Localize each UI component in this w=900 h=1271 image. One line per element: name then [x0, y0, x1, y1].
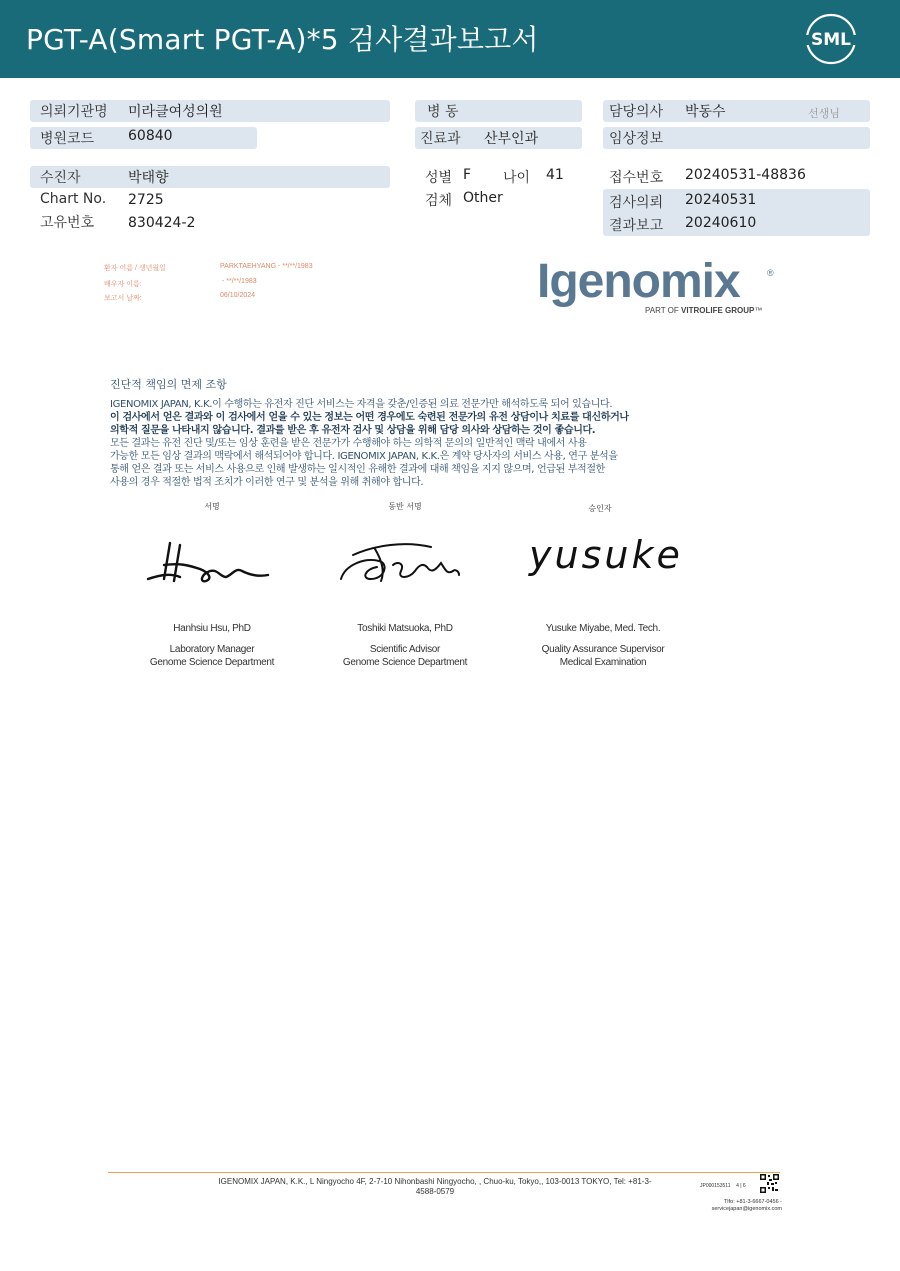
hospital-code-value: 60840: [128, 128, 173, 144]
doctor-suffix: 선생님: [808, 107, 840, 120]
patient-name-label: 환자 이름 / 생년월일: [104, 265, 166, 272]
receipt-label: 접수번호: [609, 170, 664, 186]
disclaimer-line: 가능한 모든 임상 결과의 맥락에서 해석되어야 합니다. IGENOMIX JAPAN, K.K.은 계약 당사자의 서비스 사용, 연구 분석을: [110, 451, 618, 462]
vitrolife-tagline: PART OF VITROLIFE GROUP™: [645, 306, 763, 315]
patient-value: 박태향: [128, 170, 169, 186]
co-signer-name: Toshiki Matsuoka, PhD: [357, 623, 453, 634]
ward-label: 병 동: [427, 104, 459, 120]
report-date-value: 20240610: [685, 215, 757, 231]
disclaimer-line: IGENOMIX JAPAN, K.K.이 수행하는 유전자 진단 서비스는 자격을 갖춘/인증된 의료 전문가만 해석하도록 되어 있습니다.: [110, 399, 613, 410]
approver-name: Yusuke Miyabe, Med. Tech.: [545, 623, 661, 634]
patient-label: 수진자: [40, 170, 81, 186]
report-date-small-label: 보고서 날짜:: [104, 295, 142, 302]
sml-logo-text: SML: [811, 30, 851, 50]
igenomix-wordmark: Igenomix: [537, 255, 740, 308]
report-header: [0, 0, 900, 78]
footer-contact: TIfo: +81-3-6667-0456 - servicejapan@igenomix.com: [711, 1199, 782, 1212]
report-date-small-value: 06/10/2024: [220, 292, 256, 299]
specimen-value: Other: [463, 190, 503, 206]
department-label: 진료과: [420, 131, 461, 147]
doctor-value: 박동수: [685, 104, 726, 120]
disclaimer-line: 의학적 질문을 나타내지 않습니다. 결과를 받은 후 유전자 검사 및 상담을 위해 담당 의사와 상담하는 것이 좋습니다.: [110, 425, 596, 436]
receipt-value: 20240531-48836: [685, 167, 806, 183]
patient-name-value: PARKTAEHYANG - **/**/1983: [220, 263, 313, 270]
spouse-value: - **/**/1983: [222, 278, 257, 285]
igenomix-logo: [537, 255, 774, 315]
sml-logo-icon: [802, 12, 860, 66]
disclaimer-line: 이 검사에서 얻은 결과와 이 검사에서 얻을 수 있는 정보는 어떤 경우에도 숙련된 전문가의 유전 상담이나 치료를 대신하거나: [110, 412, 629, 423]
clinical-label: 임상정보: [609, 131, 664, 147]
footer-divider: [108, 1172, 780, 1173]
approver-caption: 승인자: [588, 504, 612, 513]
disclaimer-line: 사용의 경우 적절한 법적 조치가 이러한 연구 및 분석을 위해 취해야 합니다.: [110, 477, 424, 488]
age-value: 41: [546, 167, 564, 183]
registered-mark: ®: [767, 268, 774, 278]
svg-text:yusuke: yusuke: [529, 533, 683, 577]
disclaimer-line: 통해 얻은 결과 또는 서비스 사용으로 인해 발생하는 일시적인 유해한 결과에 대해 책임을 지지 않으며, 언급된 부적절한: [110, 464, 605, 475]
request-date-label: 검사의뢰: [609, 195, 664, 211]
hsu-signature-icon: [140, 535, 280, 590]
miyabe-signature-icon: [525, 520, 695, 595]
signer-name: Hanhsiu Hsu, PhD: [173, 623, 251, 634]
matsuoka-signature-icon: [335, 535, 475, 590]
approver-role: Quality Assurance Supervisor Medical Examination: [541, 644, 665, 668]
signer-role: Laboratory Manager Genome Science Department: [149, 644, 275, 668]
age-label: 나이: [503, 170, 531, 186]
doctor-label: 담당의사: [609, 104, 664, 120]
department-value: 산부인과: [484, 131, 539, 147]
co-signer-role: Scientific Advisor Genome Science Department: [342, 644, 468, 668]
patient-row: [30, 166, 390, 188]
signature-caption: 서명: [204, 502, 220, 511]
unique-id-value: 830424-2: [128, 215, 196, 231]
report-title: PGT-A(Smart PGT-A)*5 검사결과보고서: [26, 23, 539, 56]
report-date-label: 결과보고: [609, 218, 664, 234]
unique-id-label: 고유번호: [40, 215, 95, 231]
institution-value: 미라클여성의원: [128, 104, 223, 120]
spouse-label: 배우자 이름:: [104, 281, 142, 288]
chart-no-value: 2725: [128, 192, 164, 208]
institution-label: 의뢰기관명: [40, 104, 108, 120]
specimen-label: 검체: [425, 193, 453, 209]
disclaimer-line: 모든 결과는 유전 진단 및/또는 임상 훈련을 받은 전문가가 수행해야 하는 의학적 문의의 일반적인 맥락 내에서 사용: [110, 438, 587, 449]
footer-address: IGENOMIX JAPAN, K.K., L Ningyocho 4F, 2-7-10 Nihonbashi Ningyocho, , Chuo-ku, Tokyo,, 103-0013 TOKYO, Tel: +81-3- 4588-0579: [218, 1177, 652, 1196]
disclaimer-title: 진단적 책임의 면제 조항: [110, 378, 227, 391]
qr-code-icon: [760, 1174, 779, 1193]
sex-label: 성별: [425, 170, 453, 186]
chart-no-label: Chart No.: [40, 191, 107, 207]
hospital-code-label: 병원코드: [40, 131, 95, 147]
footer-doc-code: JP000153511 4 | 6: [700, 1183, 746, 1189]
request-date-value: 20240531: [685, 192, 757, 208]
sex-value: F: [463, 167, 472, 183]
co-signature-caption: 동반 서명: [388, 502, 422, 511]
